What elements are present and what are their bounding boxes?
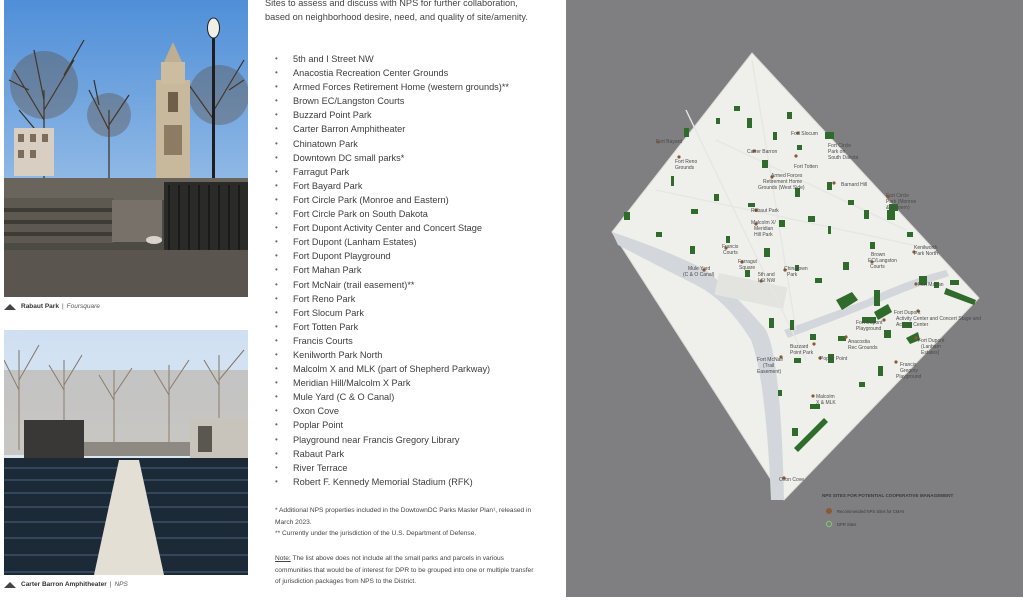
site-list-item: • Fort Circle Park (Monroe and Eastern) [275,193,509,207]
map-label-mcnair-1: Fort McNair [757,357,784,363]
caption-triangle-icon [4,582,16,588]
legend-title: NPS SITES FOR POTENTIAL COOPERATIVE MANAGEMENT [822,493,954,498]
site-list [275,52,509,489]
legend-recommended-swatch [826,508,832,514]
map-label-fort-mahan: Fort Mahan [918,282,944,288]
caption-title: Rabaut Park [21,303,59,310]
footnote-single-asterisk: * Additional NPS properties included in the DowtownDC Parks Master Plan¹, released in March 2023. [275,507,532,526]
map-label-kenilworth-2: Park North [914,251,938,257]
map-label-francis-1: Francis [722,244,739,250]
map-label-mcnair-2: (Trail [763,363,775,369]
map-label-malcolm-mlk-2: X & MLK [816,400,836,406]
site-list-item: • Buzzard Point Park [275,108,509,122]
map-label-brown-1: Brown [871,252,886,258]
map-label-francis-2: Courts [723,250,738,256]
map-label-afrh-2: Retirement Home [763,179,803,185]
map-label-barnard-hill: Barnard Hill [841,182,868,188]
site-list-item: • Farragut Park [275,165,509,179]
map-label-fort-circle-me-2: Park (Monroe [886,199,917,205]
caption-title: Carter Barron Amphitheater [21,581,107,588]
map-label-mule-2: (C & O Canal) [683,272,715,278]
site-list-item: • Rabaut Park [275,447,509,461]
site-list-item: • Downtown DC small parks* [275,151,509,165]
map-label-poplar: Poplar Point [820,356,848,362]
site-list-item: • Fort Dupont Activity Center and Concert Stage [275,221,509,235]
map-label-fort-dupont-le-1: Fort Dupont [918,338,945,344]
legend-dpr-swatch [826,521,831,526]
map-label-gregory-3: Playground [896,374,922,380]
carter-barron-photo [4,330,248,575]
site-list-item: • Francis Courts [275,334,509,348]
map-label-malcolm-mlk-1: Malcolm [816,394,835,400]
map-label-malcolm-3: Hill Park [754,232,773,238]
footnote-double-asterisk: ** Currently under the jurisdiction of the U.S. Department of Defense. [275,530,477,537]
map-label-fort-reno: Fort Reno [675,159,698,165]
map-label-afrh-3: Grounds (West Side) [758,185,805,191]
site-list-item: • Kenilworth Park North [275,348,509,362]
site-list-item: • 5th and I Street NW [275,52,509,66]
carter-barron-image [4,330,248,575]
map-label-fort-circle-sd-2: Park on [828,149,846,155]
map-label-buzzard-1: Buzzard [790,344,809,350]
map-label-fifth-2: I St NW [758,278,776,284]
map-label-malcolm-2: Meridian [754,226,774,232]
legend-dpr-label: DPR Sites [837,522,857,527]
site-list-item: • River Terrace [275,461,509,475]
map-label-fort-reno-grounds: Grounds [675,165,695,171]
site-list-item: • Mule Yard (C & O Canal) [275,390,509,404]
map-label-fort-dupont-3: Activity Center [896,322,929,328]
dc-parks-map [566,0,1023,597]
map-label-malcolm-1: Malcolm X/ [751,220,776,226]
map-label-mcnair-3: Easement) [757,369,782,375]
map-legend [822,493,953,527]
map-label-fort-circle-sd-1: Fort Circle [828,143,852,149]
site-list-item: • Malcolm X and MLK (part of Shepherd Parkway) [275,362,509,376]
intro-paragraph: Sites to assess and discuss with NPS for further collaboration, based on neighborhood desire, need, and quality of site/amenity. [265,0,528,23]
site-list-item: • Fort Dupont (Lanham Estates) [275,235,509,249]
list-note-label: Note: [275,555,291,562]
site-list-item: • Oxon Cove [275,404,509,418]
map-label-gregory-1: Francis [900,362,917,368]
map-label-fort-dupont-le-3: Estates) [921,350,940,356]
map-label-fort-dupont-le-2: (Lanham [921,344,941,350]
map-label-fort-dupont-stage: Activity Center and Concert Stage and [896,316,982,322]
map-label-chinatown-2: Park [787,272,798,278]
map-label-mule-1: Mule Yard [688,266,711,272]
site-list-item: • Fort Bayard Park [275,179,509,193]
map-label-oxon: Oxon Cove [779,477,805,483]
site-list-item: • Anacostia Recreation Center Grounds [275,66,509,80]
map-label-carter-barron: Carter Barron [747,149,778,155]
map-label-rabaut: Rabaut Park [751,208,779,214]
map-label-fort-dupont-1: Fort Dupont [894,310,921,316]
map-label-fort-totten: Fort Totten [794,164,818,170]
map-label-afrh-1: Armed Forces [771,173,803,179]
map-label-farragut-2: Square [739,265,756,271]
site-list-item: • Fort Mahan Park [275,263,509,277]
map-label-kenilworth-1: Kenilworth [914,245,938,251]
site-list-item: • Chinatown Park [275,137,509,151]
site-list-item: • Fort McNair (trail easement)** [275,278,509,292]
map-label-fort-dupont-pg-2: Playground [856,326,882,332]
caption-separator: | [109,581,112,588]
site-list-item: • Armed Forces Retirement Home (western grounds)** [275,80,509,94]
site-list-item: • Poplar Point [275,418,509,432]
map-label-fifth-1: 5th and [758,272,775,278]
caption-source: NPS [114,581,128,588]
map-label-anacostia-1: Anacostia [848,339,870,345]
site-list-item: • Fort Circle Park on South Dakota [275,207,509,221]
carter-barron-caption [4,581,128,588]
map-label-fort-circle-sd-3: South Dakota [828,155,859,161]
map-label-fort-dupont-pg-1: Fort Dupont [856,320,883,326]
footnotes [275,505,535,540]
site-list-item: • Fort Totten Park [275,320,509,334]
site-list-item: • Meridian Hill/Malcolm X Park [275,376,509,390]
map-label-buzzard-2: Point Park [790,350,814,356]
caption-triangle-icon [4,304,16,310]
site-list-item: • Brown EC/Langston Courts [275,94,509,108]
map-label-chinatown-1: Chinatown [784,266,808,272]
map-label-fort-slocum: Fort Slocum [791,131,818,137]
site-list-item: • Carter Barron Amphitheater [275,122,509,136]
site-list-item: • Fort Reno Park [275,292,509,306]
rabaut-park-photo [4,0,248,297]
site-list-item: • Robert F. Kennedy Memorial Stadium (RFK) [275,475,509,489]
site-list-item: • Fort Slocum Park [275,306,509,320]
site-list-item: • Fort Dupont Playground [275,249,509,263]
rabaut-park-image [4,0,248,297]
map-label-fort-circle-me-1: Fort Circle [886,193,910,199]
map-label-fort-bayard: Fort Bayard [656,139,683,145]
caption-source: Foursquare [66,303,100,310]
map-label-brown-3: Courts [870,264,885,270]
rabaut-park-caption [4,303,100,310]
map-panel [566,0,1023,597]
list-note [275,553,537,588]
map-label-brown-2: EC/Langston [868,258,897,264]
caption-separator: | [61,303,64,310]
map-label-farragut-1: Farragut [738,259,757,265]
map-label-gregory-2: Gregory [900,368,919,374]
site-list-item: • Playground near Francis Gregory Library [275,433,509,447]
legend-recommended-label: Recommended NPS Sites for CMAs [837,509,905,514]
map-label-anacostia-2: Rec Grounds [848,345,878,351]
map-label-fort-circle-me-3: & Eastern) [886,205,910,211]
list-note-text: The list above does not include all the small parks and parcels in various communities that would be of interest for DPR to be grouped into one or multiple transfer of jurisdiction packages from NPS to the District. [275,555,534,586]
